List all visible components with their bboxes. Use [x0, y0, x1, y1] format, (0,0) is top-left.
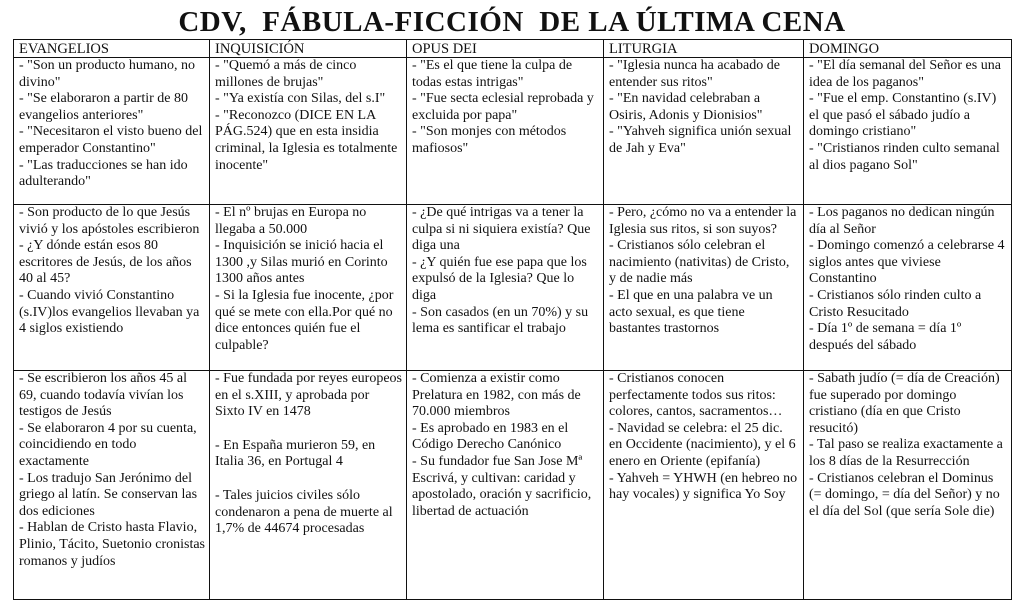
list-item: - Su fundador fue San Jose Mª Escrivá, y cultivan: caridad y apostolado, oración y sacrificio, libertad de actuación [412, 453, 592, 519]
list-item: - "Fue secta eclesial reprobada y excluida por papa" [412, 91, 594, 123]
list-item: - Es aprobado en 1983 en el Código Derecho Canónico [412, 420, 569, 453]
cell-domingo-facts [804, 371, 1012, 600]
list-item: - Se escribieron los años 45 al 69, cuando todavía vivían los testigos de Jesús [19, 371, 187, 420]
list-item: - Día 1º de semana = día 1º después del sábado [809, 321, 962, 353]
list-item: - "Quemó a más de cinco millones de brujas" [215, 58, 357, 90]
list-item: - El nº brujas en Europa no llegaba a 50.000 [215, 205, 367, 237]
list-item: - Cristianos celebran el Dominus (= domingo, = día del Señor) y no el día del Sol (que sería Sole die) [809, 470, 1000, 519]
cell-evangelios-facts [14, 371, 210, 600]
comparison-table [13, 39, 1012, 600]
table-row [14, 205, 1012, 371]
list-item: - "Yahveh significa unión sexual de Jah y Eva" [609, 124, 792, 156]
table-row [14, 371, 1012, 600]
list-item: - Son producto de lo que Jesús vivió y los apóstoles escribieron [19, 205, 200, 237]
list-item: - Fue fundada por reyes europeos en el s.XIII, y aprobada por Sixto IV en 1478 [215, 371, 402, 420]
list-item: - "Cristianos rinden culto semanal al dios pagano Sol" [809, 140, 1000, 173]
list-item: - ¿Y dónde están esos 80 escritores de Jesús, de los años 40 al 45? [19, 238, 192, 287]
header-row [14, 40, 1012, 58]
header-liturgia: LITURGIA [604, 40, 804, 58]
cell-liturgia-rebuttal [604, 205, 804, 371]
list-item: - Navidad se celebra: el 25 dic. en Occidente (nacimiento), y el 6 enero en Oriente (epifanía) [609, 420, 796, 469]
list-item: - El que en una palabra ve un acto sexual, es que tiene bastantes trastornos [609, 287, 773, 337]
list-item: - "Necesitaron el visto bueno del emperador Constantino" [19, 124, 203, 156]
header-inquisicion: INQUISICIÓN [210, 40, 407, 58]
cell-liturgia-claims [604, 58, 804, 205]
list-item: - Comienza a existir como Prelatura en 1982, con más de 70.000 miembros [412, 371, 581, 420]
header-opus-dei: OPUS DEI [407, 40, 604, 58]
cell-domingo-rebuttal [804, 205, 1012, 371]
page-title: CDV, FÁBULA-FICCIÓN DE LA ÚLTIMA CENA [178, 6, 846, 38]
header-domingo: DOMINGO [804, 40, 1012, 58]
list-item: - Cuando vivió Constantino (s.IV)los evangelios llevaban ya 4 siglos existiendo [19, 287, 200, 337]
list-item: - Sabath judío (= día de Creación) fue superado por domingo cristiano (día en que Cristo resucitó) [809, 371, 1000, 436]
list-item: - En España murieron 59, en Italia 36, en Portugal 4 [215, 437, 376, 470]
list-item: - Inquisición se inició hacia el 1300 ,y Silas murió en Corinto 1300 años antes [215, 238, 388, 287]
list-item: - Cristianos sólo celebran el nacimiento (nativitas) de Cristo, y de nadie más [609, 238, 790, 287]
table-row [14, 58, 1012, 205]
cell-opus-dei-claims [407, 58, 604, 205]
cell-inquisicion-claims [210, 58, 407, 205]
cell-inquisicion-facts [210, 371, 407, 600]
list-item: - Los tradujo San Jerónimo del griego al latín. Se conservan las dos ediciones [19, 470, 198, 519]
list-item: - Cristianos conocen perfectamente todos sus ritos: colores, cantos, sacramentos… [609, 371, 783, 420]
list-item: - "El día semanal del Señor es una idea de los paganos" [809, 58, 1001, 90]
list-item: - Tales juicios civiles sólo condenaron a pena de muerte al 1,7% de 44674 procesadas [215, 487, 393, 537]
list-item: - Hablan de Cristo hasta Flavio, Plinio, Tácito, Suetonio cronistas romanos y judíos [19, 520, 206, 569]
list-item: - "Reconozco (DICE EN LA PÁG.524) que en esta insidia criminal, la Iglesia es totalmente inocente" [215, 107, 398, 173]
cell-opus-dei-facts [407, 371, 604, 600]
list-item: - Son casados (en un 70%) y su lema es santificar el trabajo [412, 304, 589, 337]
list-item: - Tal paso se realiza exactamente a los 8 días de la Resurrección [809, 437, 1003, 469]
list-item: - "Es el que tiene la culpa de todas estas intrigas" [412, 58, 573, 90]
list-item: - "Fue el emp. Constantino (s.IV) el que pasó el sábado judío a domingo cristiano" [809, 91, 997, 140]
cell-evangelios-claims [14, 58, 210, 205]
list-item: - "Ya existía con Silas, del s.I" [215, 91, 386, 107]
list-item: - Si la Iglesia fue inocente, ¿por qué se mete con ella.Por qué no dice entonces quién fue el culpable? [215, 287, 394, 353]
list-item: - Pero, ¿cómo no va a entender la Iglesia sus ritos, si son suyos? [609, 205, 797, 237]
header-evangelios: EVANGELIOS [14, 40, 210, 58]
list-item: - "Iglesia nunca ha acabado de entender sus ritos" [609, 58, 780, 90]
list-item: - Los paganos no dedican ningún día al Señor [809, 205, 995, 237]
list-item: - Domingo comenzó a celebrarse 4 siglos antes que viviese Constantino [809, 238, 1005, 287]
list-item: - "Se elaboraron a partir de 80 evangelios anteriores" [19, 91, 188, 123]
list-item: - "Son un producto humano, no divino" [19, 58, 196, 90]
list-item: - "Son monjes con métodos mafiosos" [412, 124, 567, 156]
cell-domingo-claims [804, 58, 1012, 205]
list-item: - Yahveh = YHWH (en hebreo no hay vocales) y significa Yo Soy [609, 470, 798, 503]
list-item: - ¿De qué intrigas va a tener la culpa si ni siquiera existía? Que diga una [412, 205, 591, 254]
cell-evangelios-rebuttal [14, 205, 210, 371]
list-item: - "En navidad celebraban a Osiris, Adonis y Dionisios" [609, 91, 763, 123]
cell-liturgia-facts [604, 371, 804, 600]
list-item: - Cristianos sólo rinden culto a Cristo Resucitado [809, 287, 982, 320]
cell-opus-dei-rebuttal [407, 205, 604, 371]
list-item: - Se elaboraron 4 por su cuenta, coincidiendo en todo exactamente [19, 420, 197, 469]
list-item: - ¿Y quién fue ese papa que los expulsó de la Iglesia? Que lo diga [412, 254, 587, 303]
list-item: - "Las traducciones se han ido adulterando" [19, 157, 188, 190]
cell-inquisicion-rebuttal [210, 205, 407, 371]
